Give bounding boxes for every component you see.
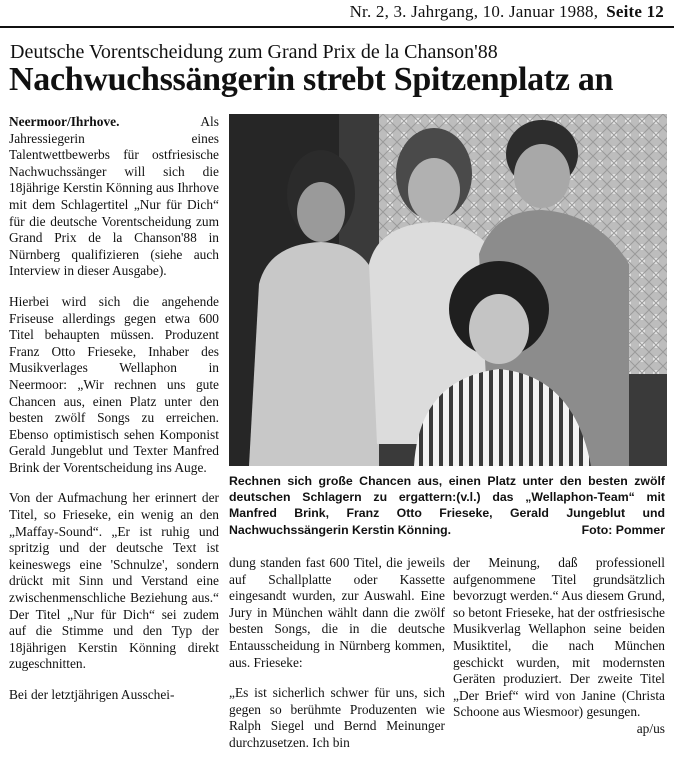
paragraph-4-cont: dung standen fast 600 Titel, die jeweils auf Schallplatte oder Kassette eingesandt wurden, zur Auswahl. Eine Jury in München wählt dann die zwölf besten Songs, die in die deutsche Entausscheidung in Nürnberg kommen, aus. Frieseke:: [229, 555, 445, 670]
author-signature: ap/us: [636, 720, 665, 736]
paragraph-2: Hierbei wird sich die angehende Friseuse allerdings gegen etwa 600 Titel behaupten müssen. Produzent Franz Otto Frieseke, Inhaber des Musikverlages Wellaphon in Neermoor: „Wir rechnen uns gute Chancen aus, einen Platz unter den besten zwölf Songs zu erreichen. Ebenso optimistisch sehen Komponist Gerald Jungeblut und Texter Manfred Brink der Vorentscheidung ins Auge.: [9, 293, 219, 475]
kicker: Deutsche Vorentscheidung zum Grand Prix de la Chanson'88: [10, 41, 498, 63]
caption-text: Rechnen sich große Chancen aus, einen Platz unter den besten zwölf deutschen Schlagern zu ergattern:(v.l.) das „Wellaphon-Team“ mit Manfred Brink, Franz Otto Frieseke, Gerald Jungeblut und Nachwuchssängerin Kerstin Könning.: [229, 474, 665, 537]
paragraph-5-cont: der Meinung, daß professionell aufgenommene Titel grundsätzlich bevorzugt werden.“ Aus diesem Grund, so betont Frieseke, hat der ostfriesische Musikverlag Wellaphon seine beiden Musiktitel, die nach München geschickt wurden, mit modernsten Geräten produziert. Der zweite Titel „Der Brief“ wird von Janine (Christa Schoone aus Wiesmoor) gesungen. ap/us: [453, 555, 665, 736]
article-column-right: [453, 555, 665, 752]
paragraph-1-text: Als Jahressiegerin eines Talentwettbewerbs für ostfriesische Nachwuchssänger will sich die 18jährige Kerstin Könning aus Ihrhove mit dem Schlagertitel „Nur für Dich“ für die deutsche Vorentscheidung zum Grand Prix de la Chanson'88 in Nürnberg qualifizieren (siehe auch Interview in dieser Ausgabe).: [9, 114, 219, 279]
article-column-middle: [229, 555, 445, 766]
issue-info: Nr. 2, 3. Jahrgang, 10. Januar 1988,: [349, 2, 599, 21]
dateline: Neermoor/Ihrhove.: [9, 114, 120, 129]
article-column-left: [9, 114, 219, 718]
paragraph-3: Von der Aufmachung her erinnert der Titel, so Frieseke, ein wenig an den „Maffay-Sound“. „Er ist ruhig und spritzig und der deutsche Text ist keineswegs eine 'Schnulze', sondern drückt mit Sinn und Verstand eine zwischenmenschliche Beziehung aus.“ Der Titel „Nur für Dich“ sei zudem auf die Stimme und den Typ der 18jährigen Kerstin Könning direkt zugeschnitten.: [9, 490, 219, 672]
paragraph-5-start: „Es ist sicherlich schwer für uns, sich gegen so berühmte Produzenten wie Ralph Siegel und Bernd Meinunger durchzusetzen. Ich bin: [229, 685, 445, 750]
page-number: Seite 12: [606, 2, 664, 21]
header-rule: [0, 26, 674, 28]
headline: Nachwuchssängerin strebt Spitzenplatz an: [9, 61, 614, 98]
team-photo: [229, 114, 667, 466]
photo-credit: Foto: Pommer: [581, 522, 665, 537]
page-folio: [350, 2, 664, 22]
paragraph-4-start: Bei der letztjährigen Ausschei-: [9, 687, 175, 702]
paragraph-1: [9, 114, 219, 280]
team-photo-illustration: [229, 114, 667, 466]
photo-caption: [229, 473, 665, 538]
